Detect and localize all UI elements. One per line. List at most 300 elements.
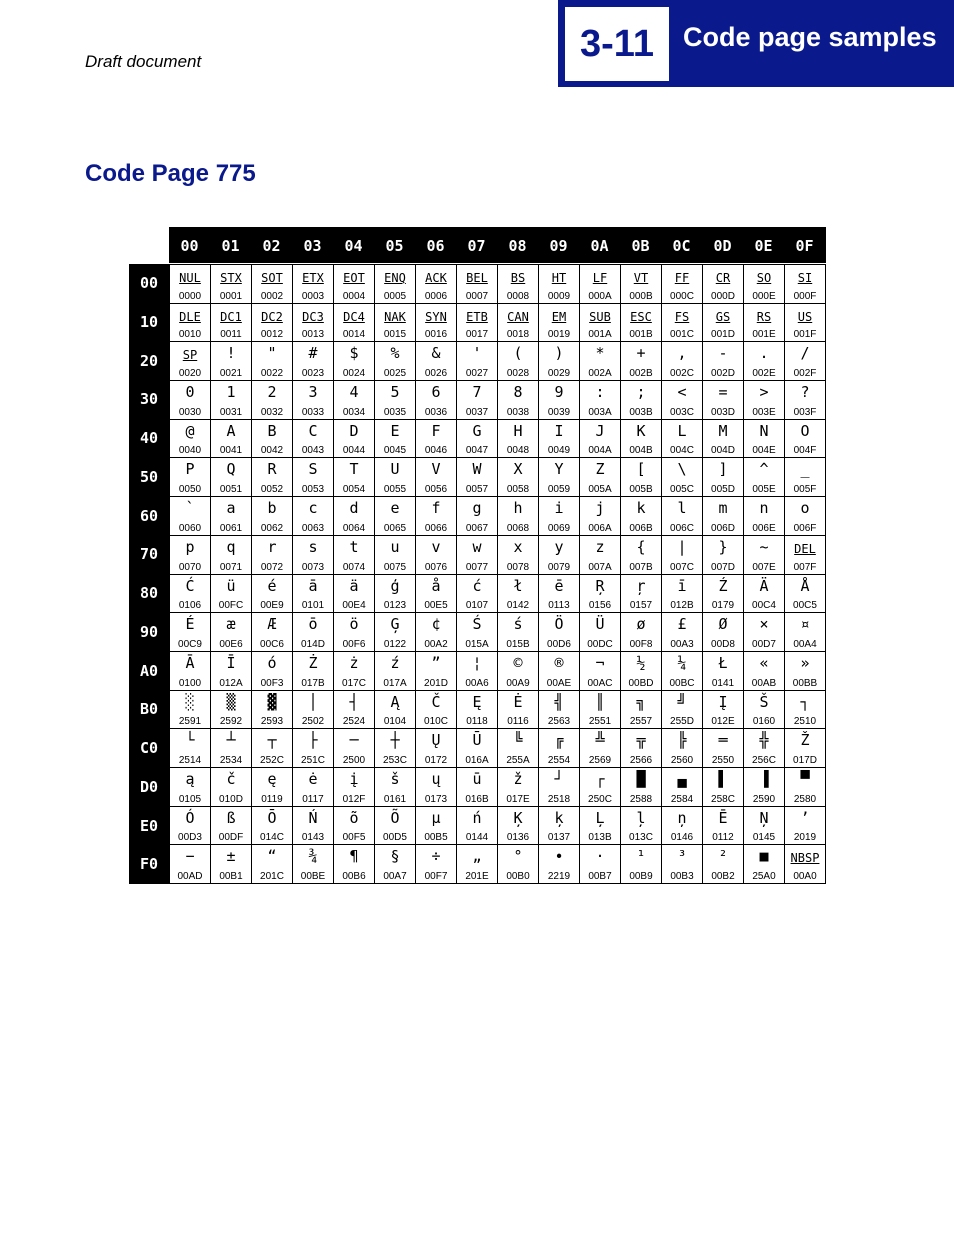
table-cell <box>211 575 252 614</box>
table-cell <box>457 458 498 497</box>
unicode-code: 0179 <box>711 600 735 612</box>
table-cell <box>211 845 252 884</box>
unicode-code: 0016 <box>424 329 448 341</box>
unicode-code: 0049 <box>547 445 571 457</box>
character-glyph: Ü <box>595 615 605 634</box>
table-cell <box>580 381 621 420</box>
unicode-code: 000A <box>588 290 612 302</box>
unicode-code: 00F5 <box>342 832 366 844</box>
unicode-code: 0034 <box>342 406 366 418</box>
table-cell <box>334 381 375 420</box>
character-glyph: « <box>759 653 769 672</box>
table-cell <box>293 458 334 497</box>
character-glyph: Š <box>759 692 769 711</box>
character-glyph: ß <box>226 808 236 827</box>
character-glyph: p <box>185 537 195 556</box>
table-cell <box>580 729 621 768</box>
character-glyph: RS <box>756 309 772 324</box>
character-glyph: ~ <box>759 537 769 556</box>
unicode-code: 00C5 <box>793 600 817 612</box>
unicode-code: 012B <box>670 600 694 612</box>
table-cell <box>703 420 744 459</box>
row-header: 60 <box>139 506 159 525</box>
character-glyph: ³ <box>677 847 687 866</box>
character-glyph: ū <box>472 769 482 788</box>
character-glyph: å <box>431 576 441 595</box>
unicode-code: 002C <box>670 368 694 380</box>
table-cell <box>744 768 785 807</box>
character-glyph: Ž <box>800 731 810 750</box>
unicode-code: 007E <box>752 561 776 573</box>
unicode-code: 003F <box>793 406 817 418</box>
table-cell <box>416 845 457 884</box>
table-cell <box>170 652 211 691</box>
table-cell <box>252 768 293 807</box>
unicode-code: 0029 <box>547 368 571 380</box>
table-cell <box>211 768 252 807</box>
unicode-code: 0015 <box>383 329 407 341</box>
character-glyph: ē <box>554 576 564 595</box>
table-cell <box>744 845 785 884</box>
table-cell <box>334 807 375 846</box>
character-glyph: n <box>759 499 769 518</box>
unicode-code: 00E9 <box>260 600 284 612</box>
character-glyph: ¬ <box>595 653 605 672</box>
unicode-code: 0032 <box>260 406 284 418</box>
unicode-code: 015B <box>506 638 530 650</box>
unicode-code: 0041 <box>219 445 243 457</box>
unicode-code: 006F <box>793 522 817 534</box>
character-glyph: ÷ <box>431 847 441 866</box>
table-cell <box>457 807 498 846</box>
character-glyph: + <box>636 344 646 363</box>
table-cell <box>170 536 211 575</box>
unicode-code: 00A3 <box>670 638 694 650</box>
table-cell <box>785 652 826 691</box>
table-cell <box>375 729 416 768</box>
table-cell <box>293 613 334 652</box>
unicode-code: 0014 <box>342 329 366 341</box>
unicode-code: 00D5 <box>383 832 407 844</box>
table-cell <box>211 342 252 381</box>
character-glyph: ł <box>513 576 523 595</box>
character-glyph: ž <box>513 769 523 788</box>
chapter-number: 3-11 <box>565 7 669 81</box>
character-glyph: X <box>513 460 523 479</box>
unicode-code: 0116 <box>507 716 529 728</box>
table-cell <box>703 458 744 497</box>
table-cell <box>621 729 662 768</box>
table-cell <box>293 575 334 614</box>
character-glyph: R <box>267 460 277 479</box>
table-cell <box>457 575 498 614</box>
row-header: 90 <box>139 622 159 641</box>
character-glyph: y <box>554 537 564 556</box>
character-glyph: ESC <box>630 309 652 324</box>
character-glyph: ▄ <box>677 769 687 788</box>
unicode-code: 0117 <box>302 793 324 805</box>
character-glyph: ├ <box>308 731 318 750</box>
character-glyph: Č <box>431 692 441 711</box>
character-glyph: © <box>513 653 523 672</box>
character-glyph: ź <box>390 653 400 672</box>
unicode-code: 003E <box>752 406 776 418</box>
table-cell <box>375 575 416 614</box>
character-glyph: f <box>431 499 441 518</box>
unicode-code: 2518 <box>547 793 571 805</box>
unicode-code: 0145 <box>752 832 776 844</box>
character-glyph: é <box>267 576 277 595</box>
row-header: 10 <box>139 312 159 331</box>
table-cell <box>293 729 334 768</box>
character-glyph: = <box>718 383 728 402</box>
character-glyph: T <box>349 460 359 479</box>
character-glyph: $ <box>349 344 359 363</box>
unicode-code: 00AB <box>751 677 777 689</box>
character-glyph: Z <box>595 460 605 479</box>
unicode-code: 00DC <box>587 638 613 650</box>
character-glyph: 3 <box>308 383 318 402</box>
character-glyph: g <box>472 499 482 518</box>
character-glyph: ė <box>308 769 318 788</box>
character-glyph: Ś <box>472 615 482 634</box>
table-cell <box>416 420 457 459</box>
character-glyph: ╝ <box>677 692 687 711</box>
character-glyph: DC1 <box>220 309 242 324</box>
unicode-code: 006E <box>752 522 776 534</box>
unicode-code: 2551 <box>588 716 612 728</box>
unicode-code: 014D <box>301 638 325 650</box>
table-cell <box>785 691 826 730</box>
unicode-code: 2557 <box>629 716 653 728</box>
unicode-code: 001D <box>711 329 735 341</box>
character-glyph: ą <box>185 769 195 788</box>
table-cell <box>375 536 416 575</box>
table-cell <box>293 497 334 536</box>
unicode-code: 004A <box>588 445 612 457</box>
character-glyph: Ą <box>390 692 400 711</box>
table-cell <box>703 691 744 730</box>
unicode-code: 00AE <box>546 677 572 689</box>
table-cell <box>539 729 580 768</box>
unicode-code: 0112 <box>712 832 734 844</box>
unicode-code: 002E <box>752 368 776 380</box>
character-glyph: ® <box>554 653 564 672</box>
unicode-code: 2580 <box>793 793 817 805</box>
unicode-code: 0043 <box>301 445 325 457</box>
unicode-code: 2569 <box>588 754 612 766</box>
unicode-code: 0073 <box>301 561 325 573</box>
table-cell <box>416 536 457 575</box>
character-glyph: ¼ <box>677 653 687 672</box>
character-glyph: x <box>513 537 523 556</box>
character-glyph: DLE <box>179 309 201 324</box>
table-cell <box>703 768 744 807</box>
character-glyph: ┤ <box>349 692 359 711</box>
table-cell <box>621 265 662 304</box>
table-cell <box>703 652 744 691</box>
table-cell <box>785 613 826 652</box>
character-glyph: Ó <box>185 808 195 827</box>
unicode-code: 0075 <box>383 561 407 573</box>
table-cell <box>539 768 580 807</box>
unicode-code: 00B1 <box>219 871 243 882</box>
unicode-code: 2534 <box>219 754 243 766</box>
character-glyph: a <box>226 499 236 518</box>
unicode-code: 2591 <box>178 716 202 728</box>
table-cell <box>539 420 580 459</box>
table-cell <box>375 768 416 807</box>
unicode-code: 00C4 <box>752 600 776 612</box>
character-glyph: 8 <box>513 383 523 402</box>
row-header: A0 <box>139 661 159 680</box>
table-cell <box>580 768 621 807</box>
table-cell <box>334 536 375 575</box>
character-glyph: D <box>349 421 359 440</box>
character-glyph: % <box>390 344 400 363</box>
unicode-code: 0072 <box>260 561 284 573</box>
character-glyph: Q <box>226 460 236 479</box>
column-header: 0F <box>795 237 814 255</box>
unicode-code: 0001 <box>219 290 243 302</box>
unicode-code: 00A9 <box>506 677 530 689</box>
unicode-code: 0027 <box>465 368 489 380</box>
unicode-code: 0022 <box>260 368 284 380</box>
unicode-code: 005F <box>793 484 817 496</box>
column-header: 00 <box>180 237 199 255</box>
table-cell <box>539 265 580 304</box>
character-glyph: æ <box>226 615 236 634</box>
unicode-code: 0059 <box>547 484 571 496</box>
character-glyph: ģ <box>390 576 400 595</box>
table-cell <box>170 265 211 304</box>
table-cell <box>621 458 662 497</box>
unicode-code: 0142 <box>506 600 530 612</box>
table-cell <box>416 652 457 691</box>
character-glyph: EOT <box>343 271 365 285</box>
unicode-code: 00BC <box>669 677 695 689</box>
unicode-code: 2563 <box>547 716 571 728</box>
column-header: 0A <box>590 237 609 255</box>
table-cell <box>170 845 211 884</box>
table-cell <box>293 691 334 730</box>
table-cell <box>744 536 785 575</box>
table-cell <box>498 381 539 420</box>
unicode-code: 0020 <box>178 368 202 380</box>
character-glyph: Ū <box>472 731 482 750</box>
character-glyph: E <box>390 421 400 440</box>
character-glyph: Ģ <box>390 615 400 634</box>
table-cell <box>744 265 785 304</box>
character-glyph: h <box>513 499 523 518</box>
unicode-code: 005B <box>629 484 653 496</box>
unicode-code: 2502 <box>301 716 325 728</box>
table-cell <box>252 652 293 691</box>
character-glyph: ō <box>308 615 318 634</box>
character-glyph: µ <box>431 808 441 827</box>
table-cell <box>621 613 662 652</box>
unicode-code: 00DF <box>218 832 244 844</box>
unicode-code: 2019 <box>793 832 817 844</box>
table-cell <box>621 807 662 846</box>
table-cell <box>785 575 826 614</box>
column-header: 06 <box>426 237 445 255</box>
unicode-code: 00B0 <box>506 871 530 882</box>
character-glyph: ć <box>472 576 482 595</box>
table-cell <box>744 575 785 614</box>
table-cell <box>293 304 334 343</box>
table-cell <box>498 265 539 304</box>
character-glyph: ) <box>554 344 564 363</box>
table-cell <box>703 613 744 652</box>
unicode-code: 0021 <box>219 368 243 380</box>
unicode-code: 2500 <box>342 754 366 766</box>
character-glyph: _ <box>800 460 810 479</box>
character-glyph: NAK <box>384 309 406 324</box>
unicode-code: 005A <box>588 484 612 496</box>
character-glyph: O <box>800 421 810 440</box>
table-cell <box>211 458 252 497</box>
table-cell <box>252 458 293 497</box>
unicode-code: 00D6 <box>547 638 571 650</box>
table-cell <box>785 497 826 536</box>
unicode-code: 0062 <box>260 522 284 534</box>
unicode-code: 0042 <box>260 445 284 457</box>
unicode-code: 253C <box>383 754 407 766</box>
table-cell <box>334 768 375 807</box>
table-cell <box>293 652 334 691</box>
table-cell <box>498 729 539 768</box>
table-cell <box>662 768 703 807</box>
table-cell <box>580 265 621 304</box>
unicode-code: 0141 <box>711 677 735 689</box>
unicode-code: 0051 <box>219 484 243 496</box>
table-cell <box>662 265 703 304</box>
character-glyph: Õ <box>390 808 400 827</box>
table-cell <box>457 652 498 691</box>
character-glyph: l <box>677 499 687 518</box>
table-cell <box>539 342 580 381</box>
table-cell <box>375 613 416 652</box>
table-cell <box>457 265 498 304</box>
unicode-code: 00BE <box>300 871 326 882</box>
table-cell <box>293 807 334 846</box>
table-cell <box>416 729 457 768</box>
unicode-code: 00D8 <box>711 638 735 650</box>
table-cell <box>252 729 293 768</box>
unicode-code: 0060 <box>178 522 202 534</box>
table-cell <box>170 768 211 807</box>
table-cell <box>334 497 375 536</box>
unicode-code: 010D <box>219 793 243 805</box>
unicode-code: 002B <box>629 368 653 380</box>
character-glyph: Y <box>554 460 564 479</box>
row-header: 00 <box>139 274 159 292</box>
table-cell <box>621 342 662 381</box>
unicode-code: 0136 <box>506 832 530 844</box>
unicode-code: 0028 <box>506 368 530 380</box>
character-glyph: ( <box>513 344 523 363</box>
character-glyph: Æ <box>267 615 277 634</box>
table-cell <box>170 691 211 730</box>
table-cell <box>580 304 621 343</box>
table-cell <box>334 265 375 304</box>
unicode-code: 0025 <box>383 368 407 380</box>
character-glyph: c <box>308 499 318 518</box>
unicode-code: 0156 <box>588 600 612 612</box>
table-cell <box>785 381 826 420</box>
unicode-code: 0104 <box>383 716 407 728</box>
table-cell <box>416 691 457 730</box>
table-cell <box>334 613 375 652</box>
character-glyph: ┌ <box>595 769 605 788</box>
character-glyph: 5 <box>390 383 400 402</box>
character-glyph: õ <box>349 808 359 827</box>
character-glyph: SUB <box>589 309 611 324</box>
unicode-code: 001E <box>752 329 776 341</box>
table-cell <box>703 342 744 381</box>
unicode-code: 0030 <box>178 406 202 418</box>
row-header: 50 <box>139 467 159 486</box>
character-glyph: ± <box>226 847 236 866</box>
unicode-code: 006D <box>711 522 735 534</box>
unicode-code: 012A <box>219 677 243 689</box>
unicode-code: 013C <box>629 832 653 844</box>
character-glyph: 7 <box>472 383 482 402</box>
unicode-code: 2593 <box>260 716 284 728</box>
table-cell <box>703 497 744 536</box>
unicode-code: 0137 <box>547 832 571 844</box>
unicode-code: 012E <box>711 716 735 728</box>
character-glyph: ┼ <box>390 731 400 750</box>
table-cell <box>498 458 539 497</box>
table-cell <box>703 575 744 614</box>
table-cell <box>375 381 416 420</box>
table-cell <box>211 304 252 343</box>
table-cell <box>170 575 211 614</box>
unicode-code: 0004 <box>342 290 366 302</box>
character-glyph: BS <box>510 271 526 285</box>
unicode-code: 0045 <box>383 445 407 457</box>
table-cell <box>580 458 621 497</box>
character-glyph: ■ <box>759 847 769 866</box>
character-glyph: ę <box>267 769 277 788</box>
table-cell <box>457 342 498 381</box>
character-glyph: } <box>718 537 728 556</box>
character-glyph: * <box>595 344 605 363</box>
table-cell <box>334 845 375 884</box>
character-glyph: ° <box>513 847 523 866</box>
unicode-code: 0105 <box>178 793 202 805</box>
unicode-code: 00E5 <box>424 600 448 612</box>
table-cell <box>498 304 539 343</box>
unicode-code: 256C <box>752 754 776 766</box>
table-cell <box>334 342 375 381</box>
table-cell <box>211 381 252 420</box>
row-header: C0 <box>139 739 159 757</box>
unicode-code: 0143 <box>301 832 325 844</box>
table-cell <box>170 613 211 652</box>
unicode-code: 0013 <box>301 329 325 341</box>
table-cell <box>334 420 375 459</box>
column-header: 07 <box>467 237 486 255</box>
unicode-code: 0033 <box>301 406 325 418</box>
table-cell <box>621 845 662 884</box>
unicode-code: 00B3 <box>670 871 694 882</box>
table-cell <box>416 768 457 807</box>
unicode-code: 2524 <box>342 716 366 728</box>
character-glyph: u <box>390 537 400 556</box>
